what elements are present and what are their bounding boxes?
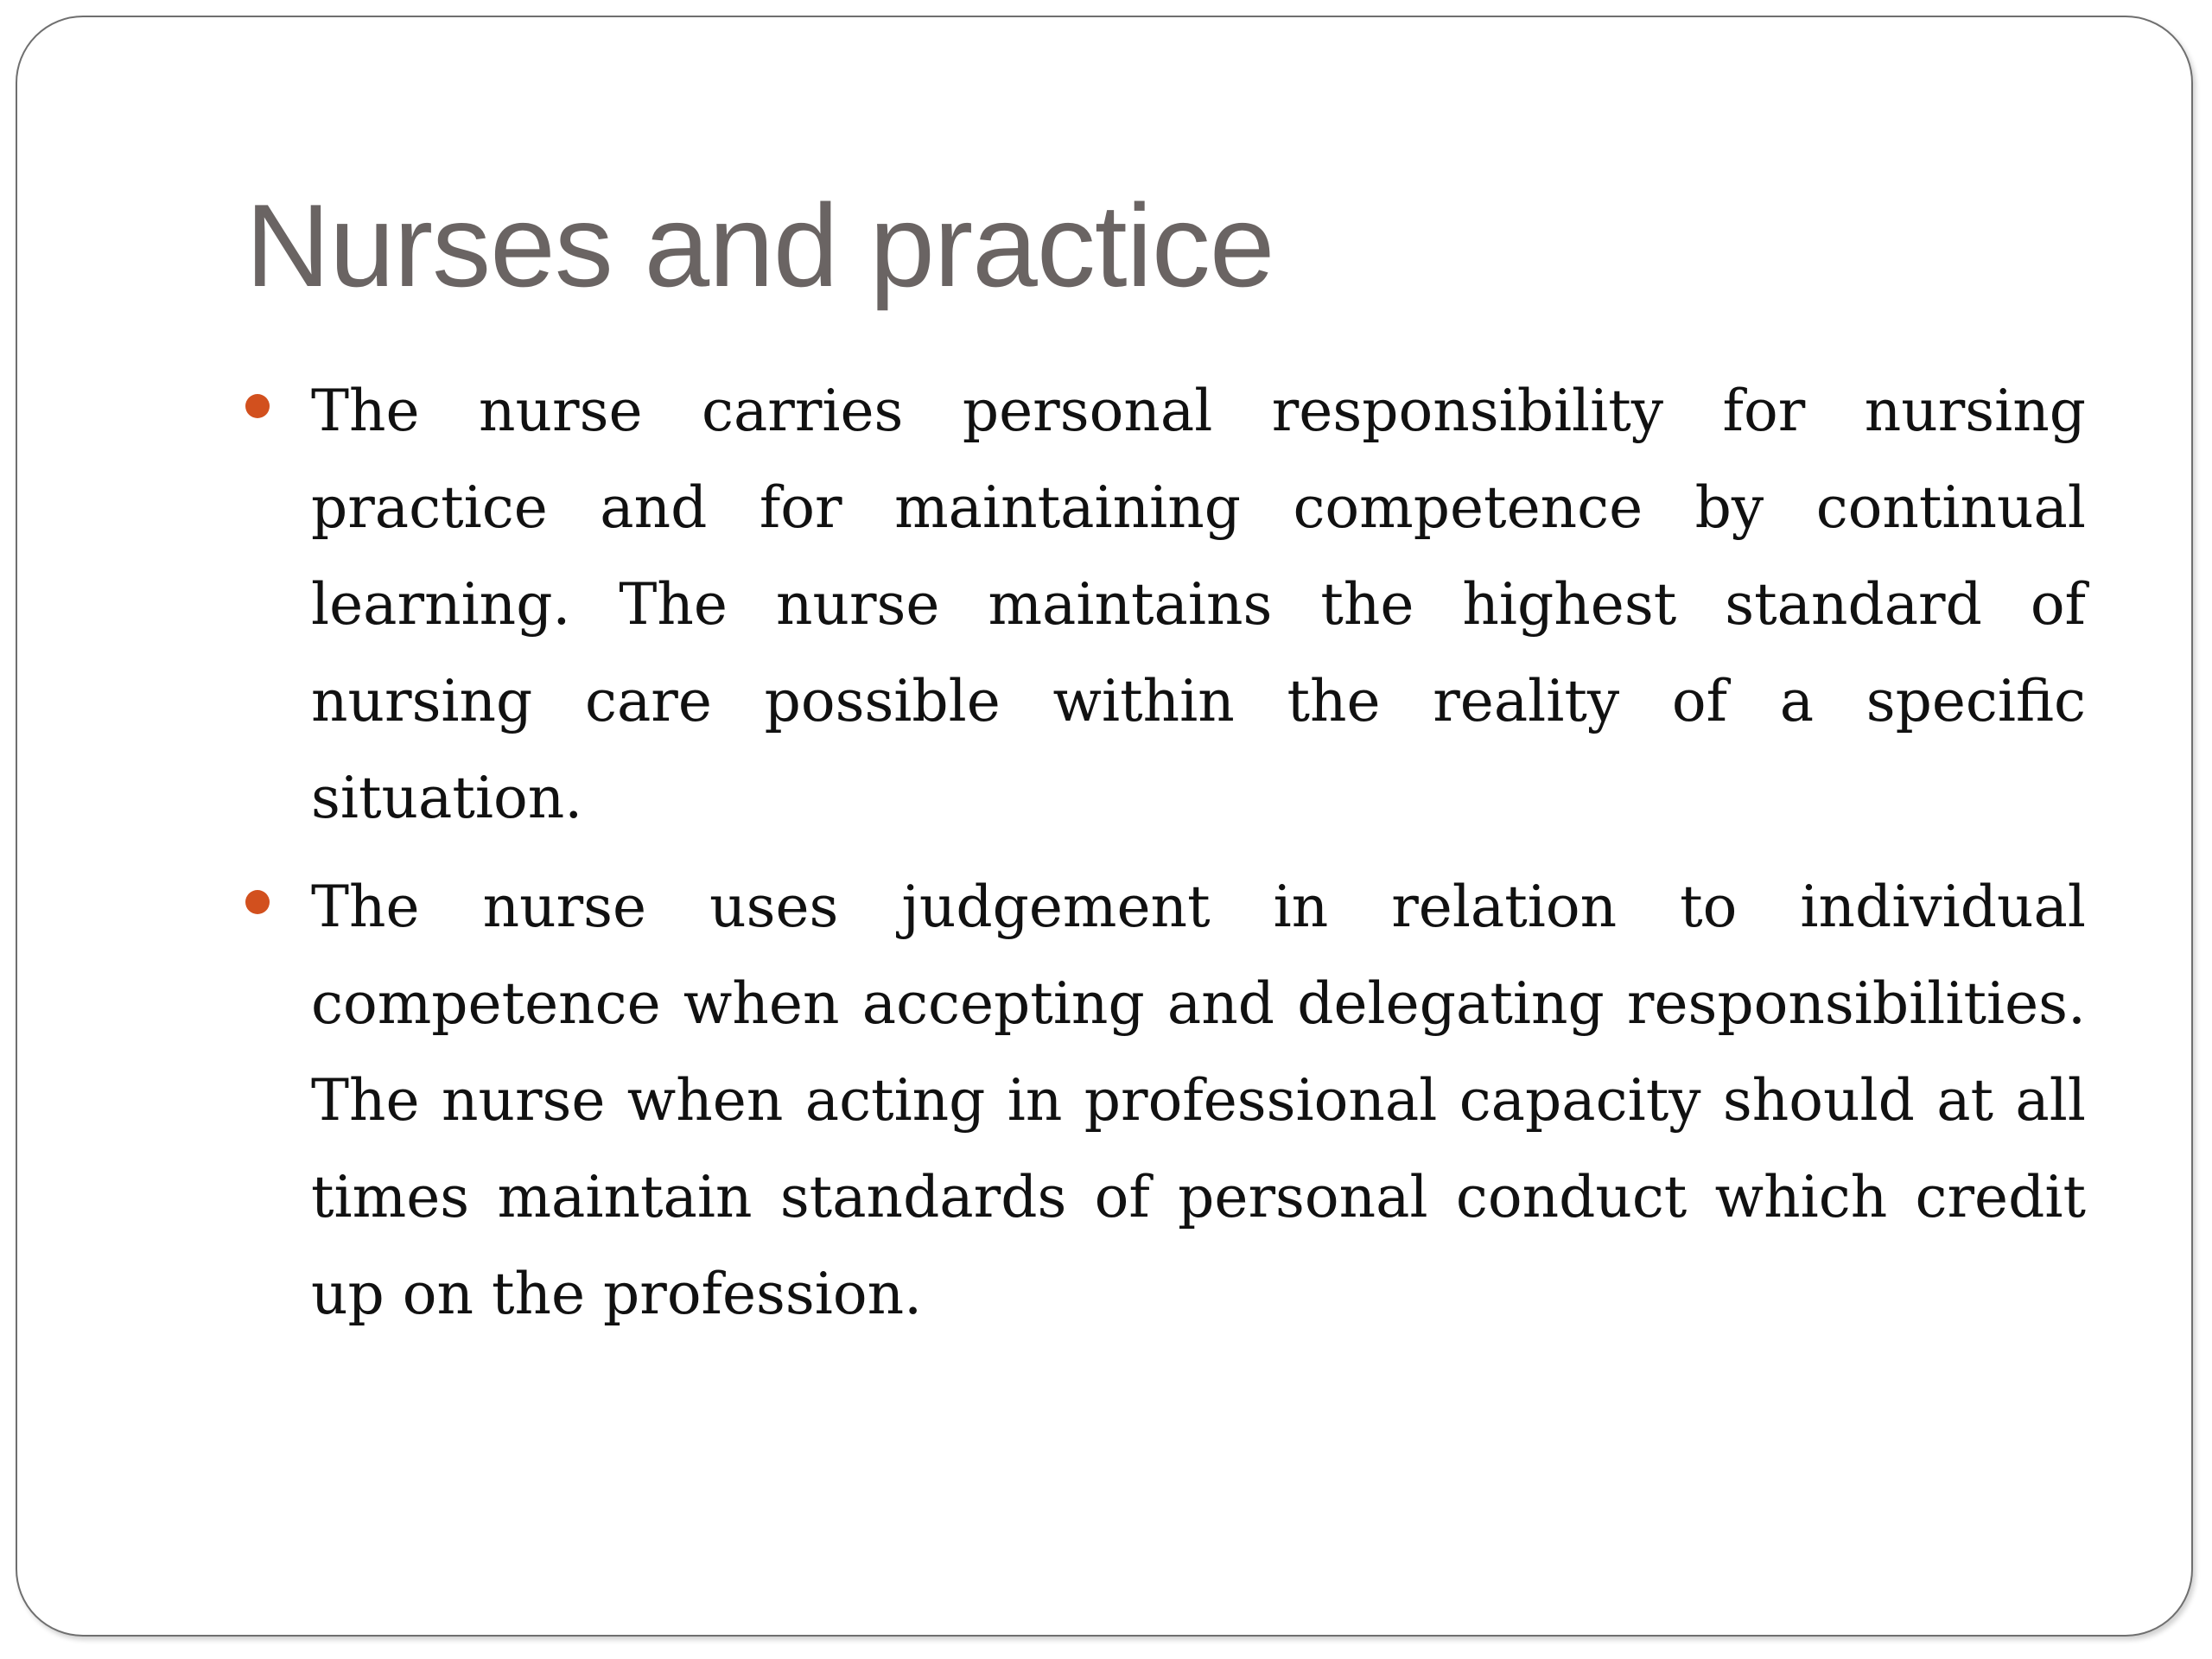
bullet-text: The nurse uses judgement in relation to individual competence when accepting and delegating responsibilities. The nurse when acting in professional capacity should at all times maintain standards of personal conduct which credit up on the profession. <box>311 874 2086 1327</box>
bullet-dot-icon <box>245 890 270 914</box>
bullet-text: The nurse carries personal responsibility for nursing practice and for maintaining competence by continual learning. The nurse maintains the highest standard of nursing care possible within the reality of a specific situation. <box>311 378 2086 831</box>
slide-title: Nurses and practice <box>245 180 1274 311</box>
bullet-list <box>245 363 2086 1355</box>
bullet-dot-icon <box>245 394 270 418</box>
bullet-item <box>245 859 2086 1343</box>
bullet-item <box>245 363 2086 847</box>
